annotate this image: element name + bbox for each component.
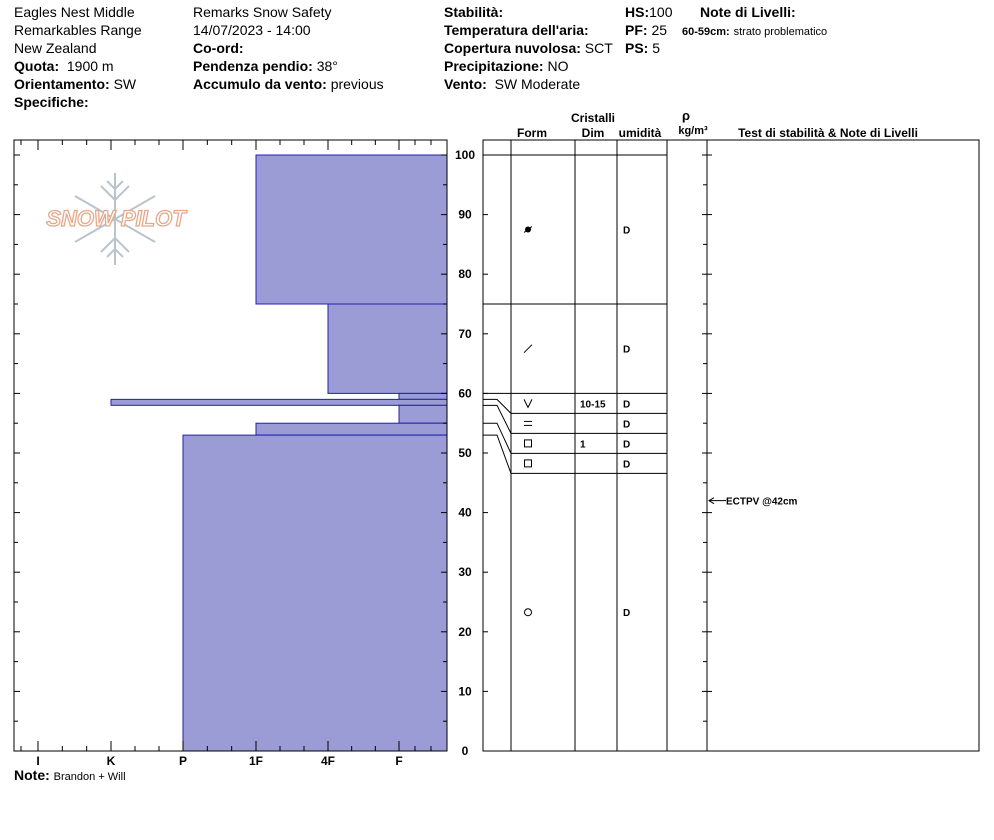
- note-livelli-label: Note di Livelli:: [700, 4, 796, 20]
- depth-tick-label: 80: [458, 267, 472, 282]
- hardness-tick-label: 4F: [320, 754, 336, 768]
- rounded-icon: [525, 609, 532, 616]
- hs-value: 100: [649, 4, 673, 20]
- moisture-label: D: [623, 439, 631, 451]
- layer-connector: [483, 423, 511, 453]
- form-header: Form: [517, 126, 547, 140]
- moisture-label: D: [623, 459, 631, 471]
- orientamento-value: SW: [113, 76, 137, 92]
- accumulo-value: previous: [330, 76, 384, 92]
- moisture-label: D: [623, 399, 631, 411]
- hardness-bar: [328, 304, 447, 393]
- moisture-label: D: [623, 608, 631, 620]
- depth-tick-label: 50: [458, 446, 472, 460]
- pendenza-value: 38°: [316, 58, 338, 74]
- depth-tick-label: 10: [458, 684, 472, 699]
- copertura-label: Copertura nuvolosa:: [444, 40, 581, 56]
- decomposing-icon: [524, 345, 532, 353]
- density-unit-header: kg/m³: [678, 125, 708, 137]
- range-name: Remarkables Range: [14, 22, 142, 38]
- depth-hoar-icon: [524, 399, 532, 407]
- cristalli-header: Cristalli: [570, 111, 616, 125]
- hardness-tick-label: I: [36, 754, 40, 768]
- location-name: Eagles Nest Middle: [14, 4, 135, 20]
- depth-tick-label: 0: [461, 744, 469, 758]
- hardness-bar: [183, 435, 447, 751]
- hs-label: HS:: [625, 4, 650, 20]
- faceted-icon: [525, 460, 532, 467]
- dim-header: Dim: [581, 126, 605, 140]
- hardness-bar: [399, 405, 447, 423]
- snowpilot-logo: [46, 173, 187, 265]
- depth-tick-label: 70: [458, 326, 472, 341]
- depth-tick-label: 40: [458, 505, 472, 520]
- footer-note: [14, 766, 126, 786]
- specifiche-label: Specifiche:: [14, 94, 89, 110]
- hardness-bar: [256, 423, 447, 435]
- depth-tick-label: 90: [458, 207, 472, 222]
- accumulo-label: Accumulo da vento:: [193, 76, 327, 92]
- test-header: Test di stabilità & Note di Livelli: [738, 126, 918, 140]
- depth-tick-label: 60: [458, 386, 472, 401]
- moisture-label: D: [623, 225, 631, 237]
- country-name: New Zealand: [14, 40, 97, 56]
- crystal-size-label: 10-15: [580, 399, 606, 411]
- depth-tick-label: 20: [458, 624, 472, 639]
- rho-header: ρ: [681, 108, 691, 123]
- note-livelli-text: strato problematico: [733, 26, 828, 38]
- temperatura-label: Temperatura dell'aria:: [444, 22, 589, 38]
- pf-label: PF:: [625, 22, 648, 38]
- layer-table-frame: [483, 140, 979, 751]
- datetime: 14/07/2023 - 14:00: [193, 22, 311, 38]
- hardness-tick-label: P: [178, 754, 188, 768]
- pf-value: 25: [651, 22, 668, 38]
- hardness-tick-label: K: [106, 754, 116, 768]
- moisture-label: D: [623, 419, 631, 431]
- depth-tick-label: 100: [454, 148, 476, 162]
- precipitazione-value: NO: [547, 58, 569, 74]
- depth-tick-label: 30: [458, 565, 472, 580]
- stabilita-label: Stabilità:: [444, 4, 504, 20]
- note-livelli-range: 60-59cm:: [682, 26, 730, 38]
- faceted-icon: [525, 440, 532, 447]
- note-label: Note:: [14, 767, 50, 783]
- hardness-tick-label: 1F: [248, 754, 264, 768]
- hardness-bar: [111, 399, 447, 405]
- note-text: Brandon + Will: [53, 771, 126, 783]
- hardness-tick-label: F: [395, 754, 403, 768]
- vento-value: SW Moderate: [494, 76, 581, 92]
- ps-value: 5: [652, 40, 661, 56]
- orientamento-label: Orientamento:: [14, 76, 110, 92]
- hardness-bar: [256, 155, 447, 304]
- copertura-value: SCT: [584, 40, 613, 56]
- quota-value: 1900 m: [66, 58, 114, 74]
- observer: Remarks Snow Safety: [193, 4, 332, 20]
- stability-test-label: ECTPV @42cm: [726, 496, 798, 508]
- precipitazione-label: Precipitazione:: [444, 58, 544, 74]
- coord-label: Co-ord:: [193, 40, 244, 56]
- umidita-header: umidità: [618, 126, 662, 140]
- moisture-label: D: [623, 344, 631, 356]
- quota-label: Quota:: [14, 58, 60, 74]
- hardness-bar: [399, 393, 447, 399]
- vento-label: Vento:: [444, 76, 487, 92]
- logo-text: SNOW PILOT: [46, 206, 186, 231]
- crystal-size-label: 1: [580, 439, 586, 451]
- pendenza-label: Pendenza pendio:: [193, 58, 313, 74]
- layer-connector: [483, 435, 511, 473]
- ps-label: PS:: [625, 40, 649, 56]
